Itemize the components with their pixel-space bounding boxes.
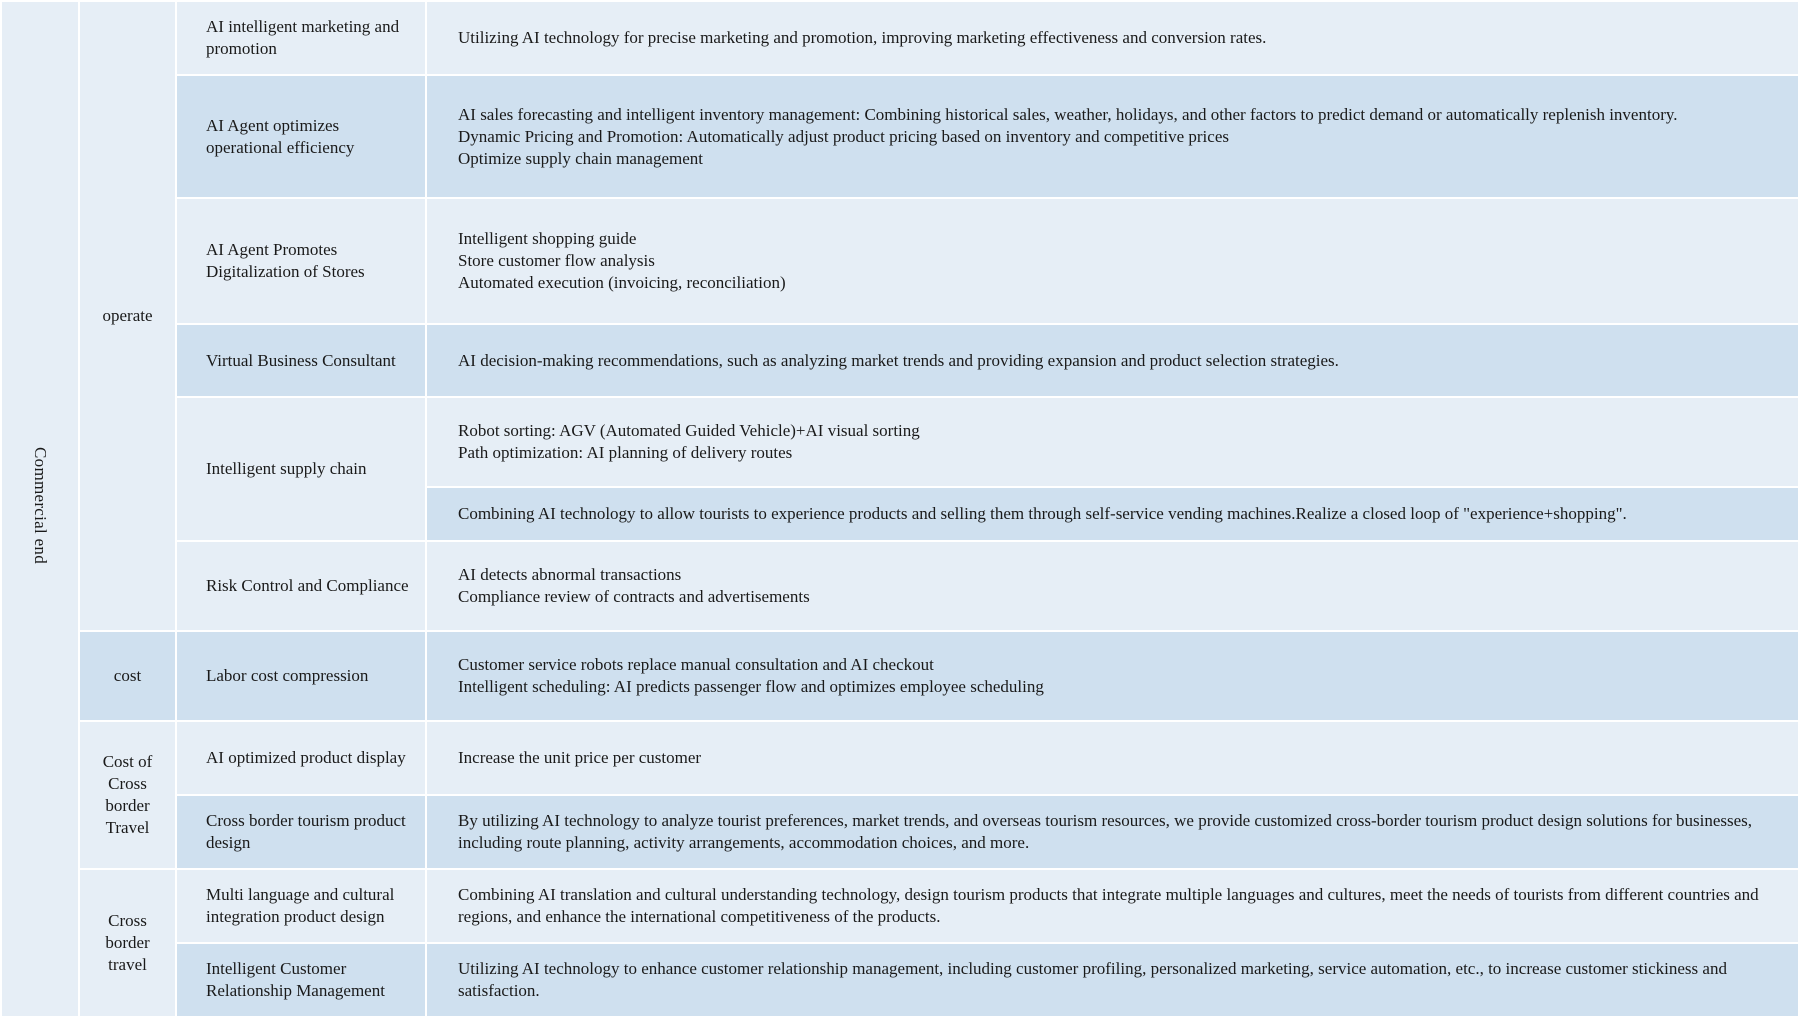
detail-line: Robot sorting: AGV (Automated Guided Vehicle)+AI visual sorting <box>458 421 920 440</box>
feature-cell: Labor cost compression <box>176 631 426 721</box>
detail-line: Dynamic Pricing and Promotion: Automatically adjust product pricing based on inventory and competitive prices <box>458 126 1229 146</box>
detail-line: By utilizing AI technology to analyze tourist preferences, market trends, and overseas tourism resources, we provide customized cross-border tourism product design solutions for businesses, including route planning, activity arrangements, accommodation choices, and more. <box>458 811 1753 852</box>
side-label: Commercial end <box>31 447 50 565</box>
table-row <box>1 397 1799 487</box>
detail-line: AI decision-making recommendations, such as analyzing market trends and providing expansion and product selection strategies. <box>458 350 1339 370</box>
detail-cell <box>426 869 1799 943</box>
detail-cell <box>426 943 1799 1017</box>
table-row <box>1 721 1799 795</box>
side-label-cell <box>1 1 79 1017</box>
detail-cell <box>426 795 1799 869</box>
detail-line: Customer service robots replace manual consultation and AI checkout <box>458 655 934 674</box>
detail-line: Utilizing AI technology for precise marketing and promotion, improving marketing effectiveness and conversion rates. <box>458 28 1267 47</box>
table-row <box>1 631 1799 721</box>
detail-line: Intelligent shopping guide <box>458 229 637 248</box>
detail-cell <box>426 631 1799 721</box>
detail-line: Combining AI technology to allow tourists to experience products and selling them through self-service vending machines.Realize a closed loop of "experience+shopping". <box>458 504 1627 523</box>
feature-cell: Multi language and cultural integration product design <box>176 869 426 943</box>
feature-cell: AI Agent Promotes Digitalization of Stores <box>176 198 426 324</box>
feature-cell: Cross border tourism product design <box>176 795 426 869</box>
group-label-operate: operate <box>79 1 176 631</box>
detail-line: AI detects abnormal transactions <box>458 565 682 584</box>
detail-line: Intelligent scheduling: AI predicts passenger flow and optimizes employee scheduling <box>458 677 1044 696</box>
detail-cell <box>426 721 1799 795</box>
group-label-cost: cost <box>79 631 176 721</box>
table-row <box>1 1 1799 75</box>
detail-line: Store customer flow analysis <box>458 251 655 270</box>
group-label-cross-border-travel: Cross border travel <box>79 869 176 1017</box>
detail-line: Compliance review of contracts and advertisements <box>458 587 810 606</box>
feature-cell: Intelligent supply chain <box>176 397 426 541</box>
table-row <box>1 75 1799 198</box>
detail-cell <box>426 541 1799 631</box>
detail-cell <box>426 324 1799 397</box>
feature-cell: AI Agent optimizes operational efficiency <box>176 75 426 198</box>
feature-cell: Risk Control and Compliance <box>176 541 426 631</box>
detail-cell <box>426 1 1799 75</box>
table-row <box>1 795 1799 869</box>
detail-line: Combining AI translation and cultural understanding technology, design tourism products that integrate multiple languages and cultures, meet the needs of tourists from different countries and regions, and enhance the international competitiveness of the products. <box>458 885 1759 926</box>
detail-line: Optimize supply chain management <box>458 148 704 168</box>
detail-line: AI sales forecasting and intelligent inventory management: Combining historical sales, weather, holidays, and other factors to predict demand or automatically replenish inventory. <box>458 104 1678 124</box>
detail-cell <box>426 397 1799 487</box>
feature-cell: AI optimized product display <box>176 721 426 795</box>
detail-line: Path optimization: AI planning of delivery routes <box>458 443 793 462</box>
table-row <box>1 943 1799 1017</box>
table-row <box>1 198 1799 324</box>
table-row <box>1 869 1799 943</box>
feature-cell: Virtual Business Consultant <box>176 324 426 397</box>
detail-cell <box>426 487 1799 541</box>
table-row <box>1 541 1799 631</box>
feature-cell: AI intelligent marketing and promotion <box>176 1 426 75</box>
group-label-cost-of-cross-border-travel: Cost of Cross border Travel <box>79 721 176 869</box>
detail-line: Utilizing AI technology to enhance customer relationship management, including customer profiling, personalized marketing, service automation, etc., to increase customer stickiness and satisfaction. <box>458 959 1727 1000</box>
detail-line: Automated execution (invoicing, reconciliation) <box>458 273 786 292</box>
detail-line: Increase the unit price per customer <box>458 748 702 767</box>
detail-cell <box>426 75 1799 198</box>
detail-cell <box>426 198 1799 324</box>
feature-cell: Intelligent Customer Relationship Management <box>176 943 426 1017</box>
table-row <box>1 324 1799 397</box>
